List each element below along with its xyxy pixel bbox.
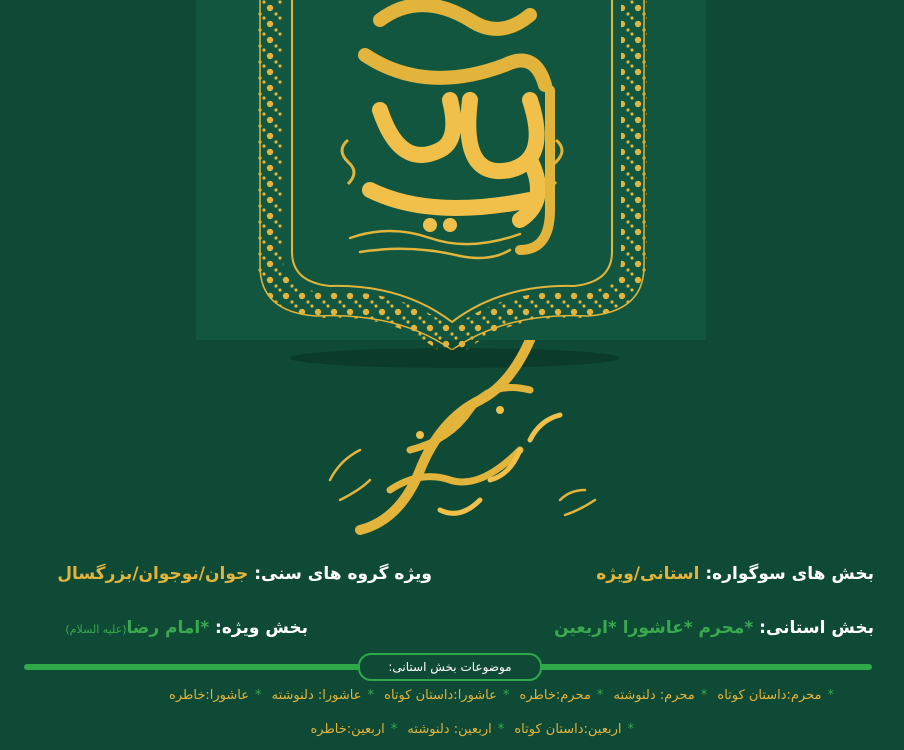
sections-row xyxy=(596,564,874,584)
festival-calligraphy-logo xyxy=(300,340,620,550)
provincial-item-muharram: *محرم xyxy=(698,618,754,638)
star-icon: * xyxy=(502,688,510,703)
provincial-row xyxy=(554,618,874,638)
special-item: *امام رضا xyxy=(126,618,210,638)
topic-item: عاشورا:خاطره xyxy=(169,688,249,703)
topic-item: اربعین: دلنوشته xyxy=(407,722,492,737)
sections-label: بخش های سوگواره: xyxy=(705,564,874,584)
age-groups-label: ویژه گروه های سنی: xyxy=(254,564,432,584)
star-icon: * xyxy=(390,722,398,737)
age-groups-value: جوان/نوجوان/بزرگسال xyxy=(57,564,249,584)
topic-item: محرم:داستان کوتاه xyxy=(717,688,822,703)
star-icon: * xyxy=(627,722,634,737)
star-icon: * xyxy=(827,688,834,703)
special-label: بخش ویژه: xyxy=(215,618,308,638)
star-icon: * xyxy=(497,722,505,737)
special-item-suffix: (علیه السلام) xyxy=(65,623,127,636)
topics-line-2 xyxy=(310,722,640,737)
topic-item: اربعین:داستان کوتاه xyxy=(514,722,622,737)
ornate-frame-logo xyxy=(230,0,674,350)
special-row xyxy=(65,618,308,638)
provincial-item-arbaeen: *اربعین xyxy=(554,618,617,638)
provincial-label: بخش استانی: xyxy=(759,618,874,638)
sections-value: استانی/ویژه xyxy=(596,564,700,584)
topics-header: موضوعات بخش استانی: xyxy=(358,653,542,681)
star-icon: * xyxy=(700,688,708,703)
star-icon: * xyxy=(367,688,375,703)
topic-item: عاشورا: دلنوشته xyxy=(271,688,362,703)
topic-item: محرم:خاطره xyxy=(519,688,591,703)
provincial-item-ashura: *عاشورا xyxy=(622,618,693,638)
topics-line-1 xyxy=(169,688,840,703)
topic-item: عاشورا:داستان کوتاه xyxy=(384,688,497,703)
star-icon: * xyxy=(596,688,604,703)
topic-item: محرم: دلنوشته xyxy=(613,688,695,703)
topic-item: اربعین:خاطره xyxy=(310,722,385,737)
age-groups-row xyxy=(57,564,432,584)
star-icon: * xyxy=(254,688,262,703)
